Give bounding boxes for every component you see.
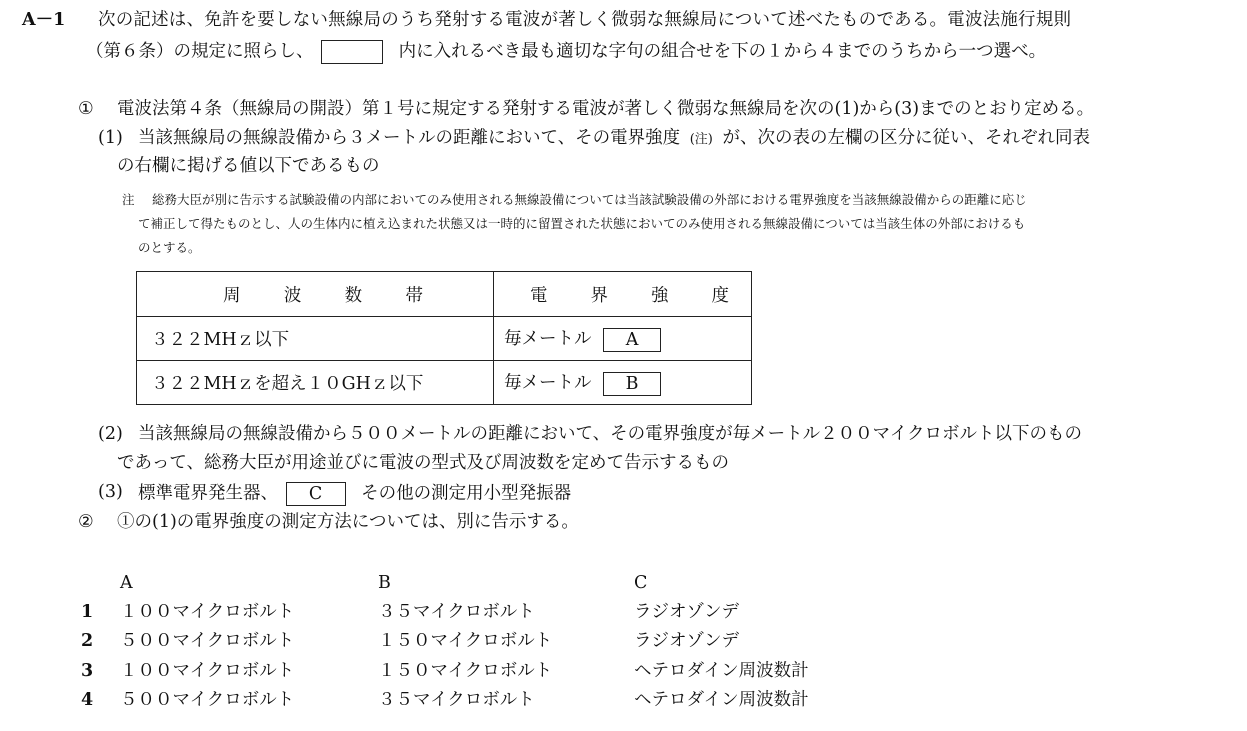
question-text-line2-pre: （第６条）の規定に照らし、 <box>86 41 314 62</box>
note-line1: 総務大臣が別に告示する試験設備の内部においてのみ使用される無線設備については当該試験設備の外部における電界強度を当該無線設備からの距離に応じ <box>152 192 1027 207</box>
empty-blank-box <box>321 40 383 64</box>
header-char: 周 <box>223 285 241 306</box>
note-line3: のとする。 <box>138 240 201 255</box>
choice-b: １５０マイクロボルト <box>378 631 553 651</box>
question-text-line1: 次の記述は、免許を要しない無線局のうち発射する電波が著しく微弱な無線局について述べたものである。電波法施行規則 <box>98 10 1072 30</box>
note-reference: (注) <box>689 132 713 147</box>
choice-c: ヘテロダイン周波数計 <box>634 661 809 681</box>
strength-cell <box>494 317 752 361</box>
choice-number[interactable]: 1 <box>81 602 94 622</box>
choice-b: ３５マイクロボルト <box>378 690 535 710</box>
header-char: 帯 <box>405 285 423 306</box>
table-row <box>137 317 752 361</box>
item2-marker: ② <box>78 512 94 532</box>
header-frequency-band <box>137 272 494 317</box>
table-header-row <box>137 272 752 317</box>
sub1-line1-pre: 当該無線局の無線設備から３メートルの距離において、その電界強度 <box>138 128 681 148</box>
choice-number[interactable]: 4 <box>81 690 94 710</box>
choice-c: ラジオゾンデ <box>634 602 739 622</box>
band-cell: ３２２MHｚを超え１０GHｚ以下 <box>137 361 494 405</box>
question-number: A－1 <box>22 10 66 30</box>
choice-header-c: C <box>634 573 648 593</box>
sub1-line2: の右欄に掲げる値以下であるもの <box>117 156 380 176</box>
question-text-line2 <box>86 40 1046 64</box>
header-field-strength <box>494 272 752 317</box>
header-char: 数 <box>344 285 363 306</box>
band-cell: ３２２MHｚ以下 <box>137 317 494 361</box>
sub1-line1-post: が、次の表の左欄の区分に従い、それぞれ同表 <box>722 128 1090 148</box>
item1-text: 電波法第４条（無線局の開設）第１号に規定する発射する電波が著しく微弱な無線局を次の(1)から(3)までのとおり定める。 <box>117 99 1095 119</box>
strength-cell <box>494 361 752 405</box>
header-char: 界 <box>590 285 608 306</box>
choice-a: ５００マイクロボルト <box>120 690 295 710</box>
field-strength-table <box>136 271 752 405</box>
blank-b-box: B <box>603 372 661 396</box>
choice-header-b: B <box>378 573 391 593</box>
sub1-line1 <box>138 128 1090 148</box>
choice-b: ３５マイクロボルト <box>378 602 535 622</box>
choice-a: １００マイクロボルト <box>120 602 295 622</box>
sub3-post: その他の測定用小型発振器 <box>361 483 572 504</box>
sub3-marker: (3) <box>98 482 123 502</box>
note-label: 注 <box>122 192 135 207</box>
sub2-marker: (2) <box>98 424 123 444</box>
choice-a: ５００マイクロボルト <box>120 631 295 651</box>
sub2-line2: であって、総務大臣が用途並びに電波の型式及び周波数を定めて告示するもの <box>117 453 729 473</box>
header-char: 波 <box>283 285 302 306</box>
strength-prefix: 毎メートル <box>504 329 592 350</box>
blank-c-box: C <box>286 482 346 506</box>
header-char: 強 <box>651 285 669 306</box>
choice-c: ヘテロダイン周波数計 <box>634 690 809 710</box>
strength-prefix: 毎メートル <box>504 373 592 394</box>
choice-header-a: A <box>120 573 133 593</box>
choice-number[interactable]: 2 <box>81 631 94 651</box>
item2-text: ①の(1)の電界強度の測定方法については、別に告示する。 <box>117 512 579 532</box>
sub3-pre: 標準電界発生器、 <box>138 483 278 504</box>
choice-a: １００マイクロボルト <box>120 661 295 681</box>
header-char: 度 <box>711 285 729 306</box>
item1-marker: ① <box>78 99 94 119</box>
question-text-line2-post: 内に入れるべき最も適切な字句の組合せを下の１から４までのうちから一つ選べ。 <box>398 41 1047 62</box>
choice-b: １５０マイクロボルト <box>378 661 553 681</box>
sub3-line <box>138 482 571 506</box>
blank-a-box: A <box>603 328 661 352</box>
note-line2: て補正して得たものとし、人の生体内に植え込まれた状態又は一時的に留置された状態においてのみ使用される無線設備については当該生体の外部におけるも <box>138 216 1026 231</box>
table-row <box>137 361 752 405</box>
sub2-line1: 当該無線局の無線設備から５００メートルの距離において、その電界強度が毎メートル２００マイクロボルト以下のもの <box>138 424 1082 444</box>
choice-number[interactable]: 3 <box>81 661 94 681</box>
sub1-marker: (1) <box>98 128 123 148</box>
header-char: 電 <box>530 285 548 306</box>
choice-c: ラジオゾンデ <box>634 631 739 651</box>
